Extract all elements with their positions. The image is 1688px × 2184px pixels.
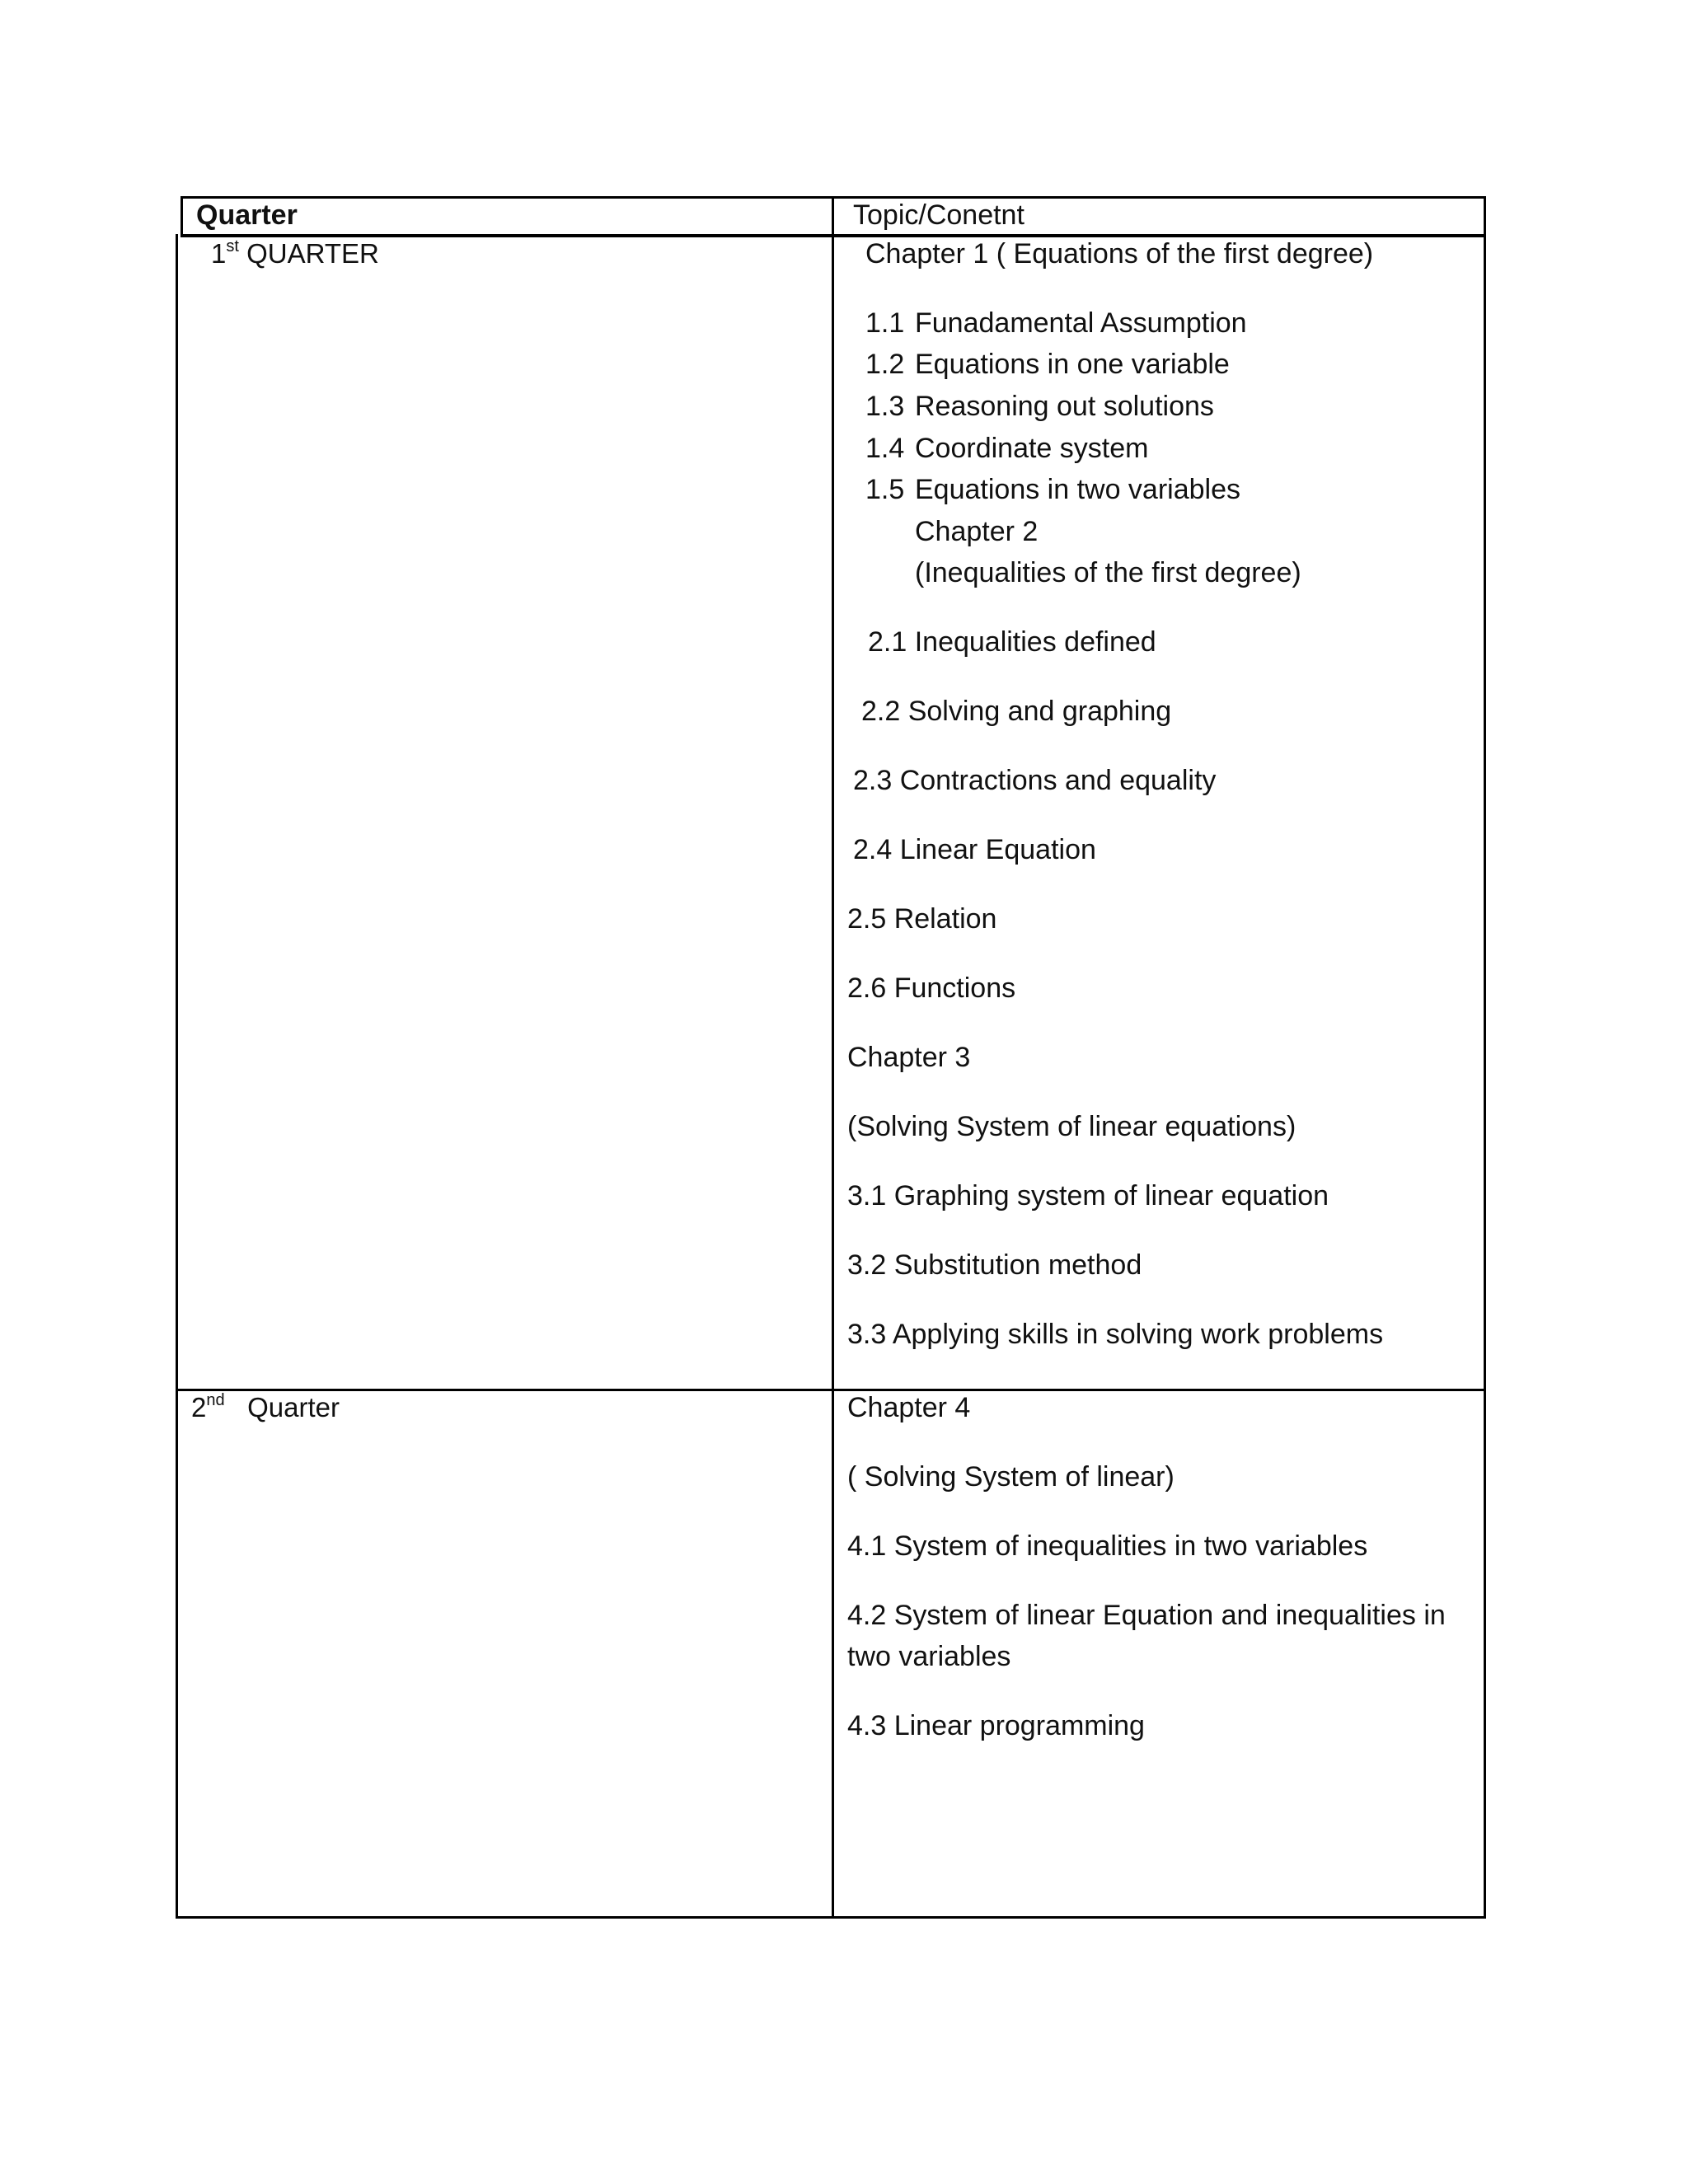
topic-item: 4.2 System of linear Equation and inequalities in xyxy=(847,1600,1446,1631)
topic-item: 3.3 Applying skills in solving work problems xyxy=(847,1319,1384,1350)
topic-subsection xyxy=(865,432,1148,465)
topic-item: 3.1 Graphing system of linear equation xyxy=(847,1180,1329,1212)
topic-item: 2.3 Contractions and equality xyxy=(853,765,1217,796)
table-border-right xyxy=(1484,196,1486,1919)
topic-item: 2.2 Solving and graphing xyxy=(861,696,1172,727)
topic-subsection xyxy=(865,307,1247,340)
topic-item: 2.5 Relation xyxy=(847,903,997,935)
topic-chapter-heading: Chapter 3 xyxy=(847,1042,971,1073)
table-border-left xyxy=(176,234,178,1919)
quarter-number: 1 xyxy=(211,238,227,269)
section-title: Reasoning out solutions xyxy=(915,391,1214,422)
section-title: Coordinate system xyxy=(915,433,1149,464)
column-divider xyxy=(832,196,834,1919)
topic-chapter-heading: Chapter 1 ( Equations of the first degree) xyxy=(865,238,1374,269)
quarter-ordinal: nd xyxy=(206,1391,225,1409)
topic-item: 3.2 Substitution method xyxy=(847,1249,1142,1281)
topic-item-continuation: two variables xyxy=(847,1641,1011,1672)
topic-item: 4.3 Linear programming xyxy=(847,1710,1145,1741)
section-number: 1.2 xyxy=(865,349,905,380)
section-title: Funadamental Assumption xyxy=(915,307,1247,339)
quarter-label-2 xyxy=(191,1391,340,1424)
header-topic: Topic/Conetnt xyxy=(853,199,1025,231)
topic-item: 4.1 System of inequalities in two variables xyxy=(847,1530,1368,1562)
section-number: 1.4 xyxy=(865,433,905,464)
topic-chapter-heading: Chapter 2 xyxy=(915,516,1039,547)
quarter-number: 2 xyxy=(191,1392,207,1422)
quarter-text: Quarter xyxy=(247,1392,340,1422)
quarter-label-1 xyxy=(211,237,379,270)
topic-subsection xyxy=(865,390,1214,423)
topic-subsection xyxy=(865,348,1230,381)
section-number: 1.1 xyxy=(865,307,905,339)
topic-item: 2.6 Functions xyxy=(847,972,1016,1004)
section-title: Equations in one variable xyxy=(915,349,1230,380)
section-number: 1.3 xyxy=(865,391,905,422)
section-title: Equations in two variables xyxy=(915,474,1241,505)
table-border-bottom xyxy=(176,1916,1486,1919)
topic-subsection xyxy=(865,473,1240,506)
quarter-ordinal: st xyxy=(226,237,239,255)
topic-item: 2.4 Linear Equation xyxy=(853,834,1096,865)
header-quarter: Quarter xyxy=(196,199,298,231)
topic-item: 2.1 Inequalities defined xyxy=(868,626,1156,658)
topic-chapter-subtitle: (Solving System of linear equations) xyxy=(847,1111,1296,1142)
topic-chapter-subtitle: ( Solving System of linear) xyxy=(847,1461,1175,1493)
quarter-text: QUARTER xyxy=(246,238,379,269)
table-border-left-header xyxy=(181,196,183,237)
topic-chapter-heading: Chapter 4 xyxy=(847,1392,971,1423)
row-divider xyxy=(176,1389,1486,1391)
section-number: 1.5 xyxy=(865,474,905,505)
topic-chapter-subtitle: (Inequalities of the first degree) xyxy=(915,557,1301,588)
